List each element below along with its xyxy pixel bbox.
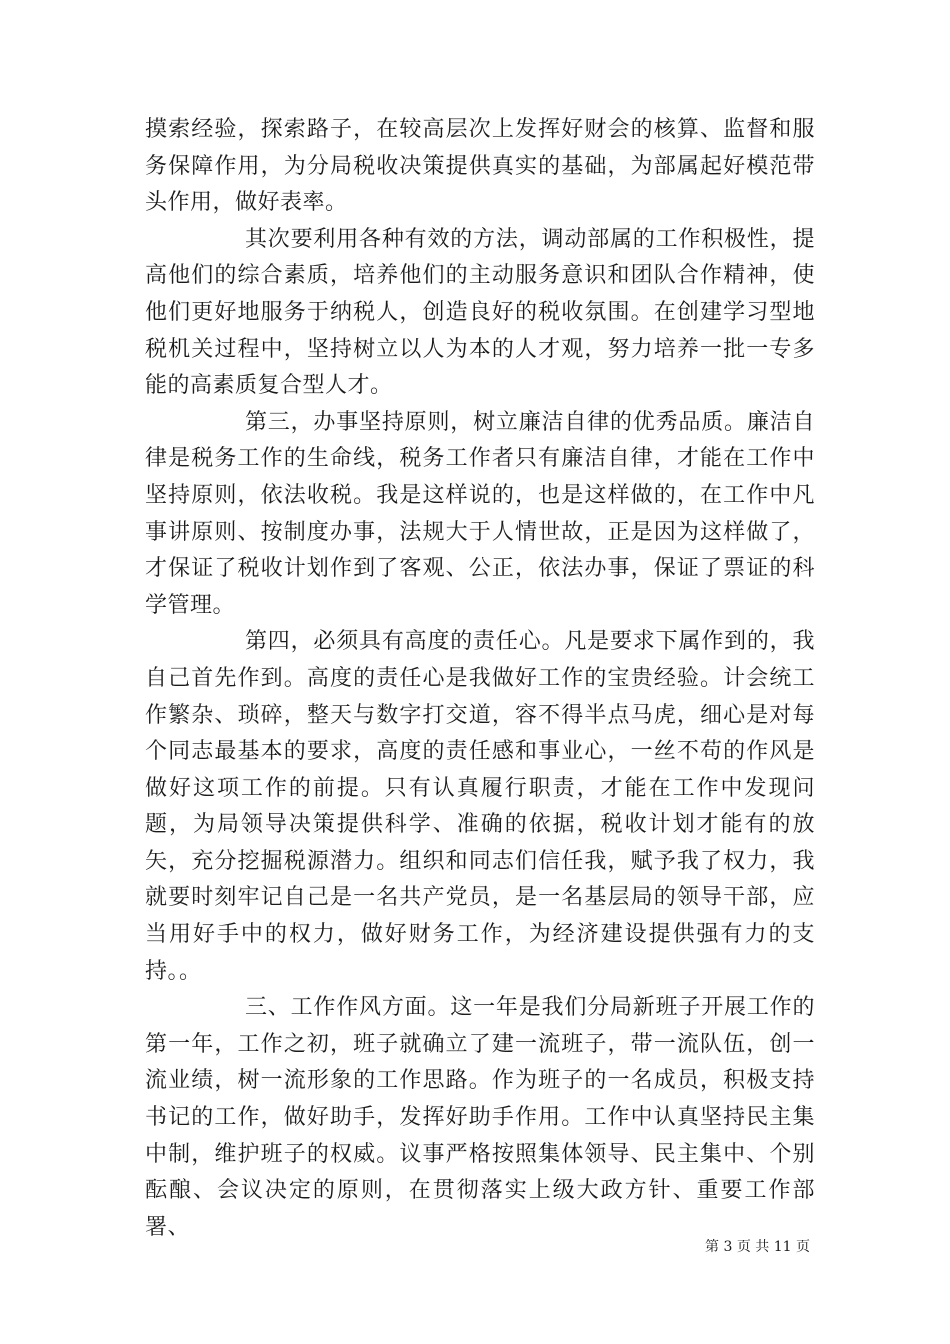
- paragraph-3: 第三，办事坚持原则，树立廉洁自律的优秀品质。廉洁自律是税务工作的生命线，税务工作者只有廉洁自律，才能在工作中坚持原则，依法收税。我是这样说的，也是这样做的，在工作中凡事讲原则、按制度办事，法规大于人情世故，正是因为这样做了，才保证了税收计划作到了客观、公正，依法办事，保证了票证的科学管理。: [145, 409, 815, 618]
- paragraph-4: 第四，必须具有高度的责任心。凡是要求下属作到的，我自己首先作到。高度的责任心是我做好工作的宝贵经验。计会统工作繁杂、琐碎，整天与数字打交道，容不得半点马虎，细心是对每个同志最基本的要求，高度的责任感和事业心，一丝不苟的作风是做好这项工作的前提。只有认真履行职责，才能在工作中发现问题，为局领导决策提供科学、准确的依据，税收计划才能有的放矢，充分挖掘税源潜力。组织和同志们信任我，赋予我了权力，我就要时刻牢记自己是一名共产党员，是一名基层局的领导干部，应当用好手中的权力，做好财务工作，为经济建设提供强有力的支持。。: [145, 629, 815, 984]
- paragraph-2: 其次要利用各种有效的方法，调动部属的工作积极性，提高他们的综合素质，培养他们的主动服务意识和团队合作精神，使他们更好地服务于纳税人，创造良好的税收氛围。在创建学习型地税机关过程中，坚持树立以人为本的人才观，努力培养一批一专多能的高素质复合型人才。: [145, 226, 815, 399]
- paragraph-1: 摸索经验，探索路子，在较高层次上发挥好财会的核算、监督和服务保障作用，为分局税收决策提供真实的基础，为部属起好模范带头作用，做好表率。: [145, 117, 815, 216]
- body-text: [145, 112, 815, 1246]
- paragraph-5: 三、工作作风方面。这一年是我们分局新班子开展工作的第一年，工作之初，班子就确立了建一流班子，带一流队伍，创一流业绩，树一流形象的工作思路。作为班子的一名成员，积极支持书记的工作，做好助手，发挥好助手作用。工作中认真坚持民主集中制，维护班子的权威。议事严格按照集体领导、民主集中、个别酝酿、会议决定的原则，在贯彻落实上级大政方针、重要工作部署、: [145, 995, 815, 1240]
- page-number-footer: 第 3 页 共 11 页: [705, 1239, 810, 1255]
